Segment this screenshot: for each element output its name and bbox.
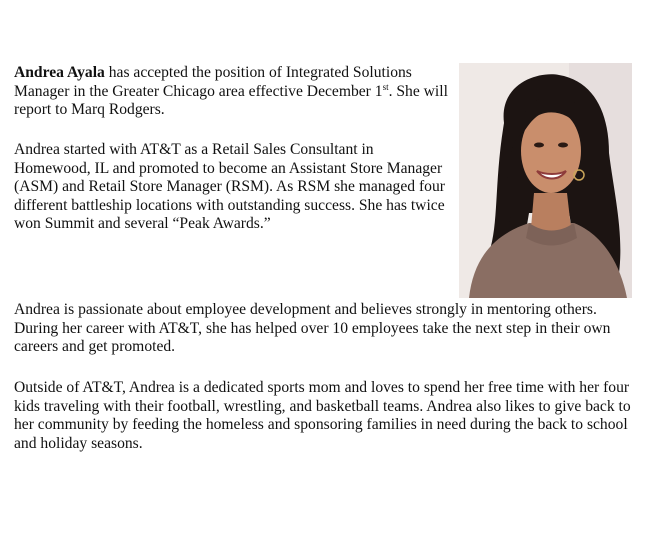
- intro-text-a: has accepted the position of Integrated Solutions Manager in the Greater Chicago area effective December 1: [14, 64, 412, 100]
- career-paragraph: Andrea started with AT&T as a Retail Sales Consultant in Homewood, IL and promoted to become an Assistant Store Manager (ASM) and Retail Store Manager (RSM). As RSM she managed four different battleship locations with outstanding success. She has twice won Summit and several “Peak Awards.”: [14, 141, 445, 233]
- left-eye: [534, 143, 544, 148]
- portrait-photo: [459, 63, 632, 298]
- intro-text-b: . She will report to Marq Rodgers.: [14, 82, 448, 119]
- person-name: Andrea Ayala: [14, 64, 105, 81]
- development-paragraph: Andrea is passionate about employee development and believes strongly in mentoring others. During her career with AT&T, she has helped over 10 employees take the next step in their own careers and get promoted.: [14, 301, 611, 356]
- right-eye: [558, 143, 568, 148]
- portrait-illustration: [459, 63, 632, 298]
- intro-paragraph: [14, 64, 454, 120]
- date-ordinal-superscript: st: [382, 81, 389, 92]
- neck: [531, 193, 571, 233]
- personal-paragraph: Outside of AT&T, Andrea is a dedicated sports mom and loves to spend her free time with her four kids traveling with their football, wrestling, and basketball teams. Andrea also likes to give back to her community by feeding the homeless and sponsoring families in need during the back to school and holiday seasons.: [14, 379, 631, 452]
